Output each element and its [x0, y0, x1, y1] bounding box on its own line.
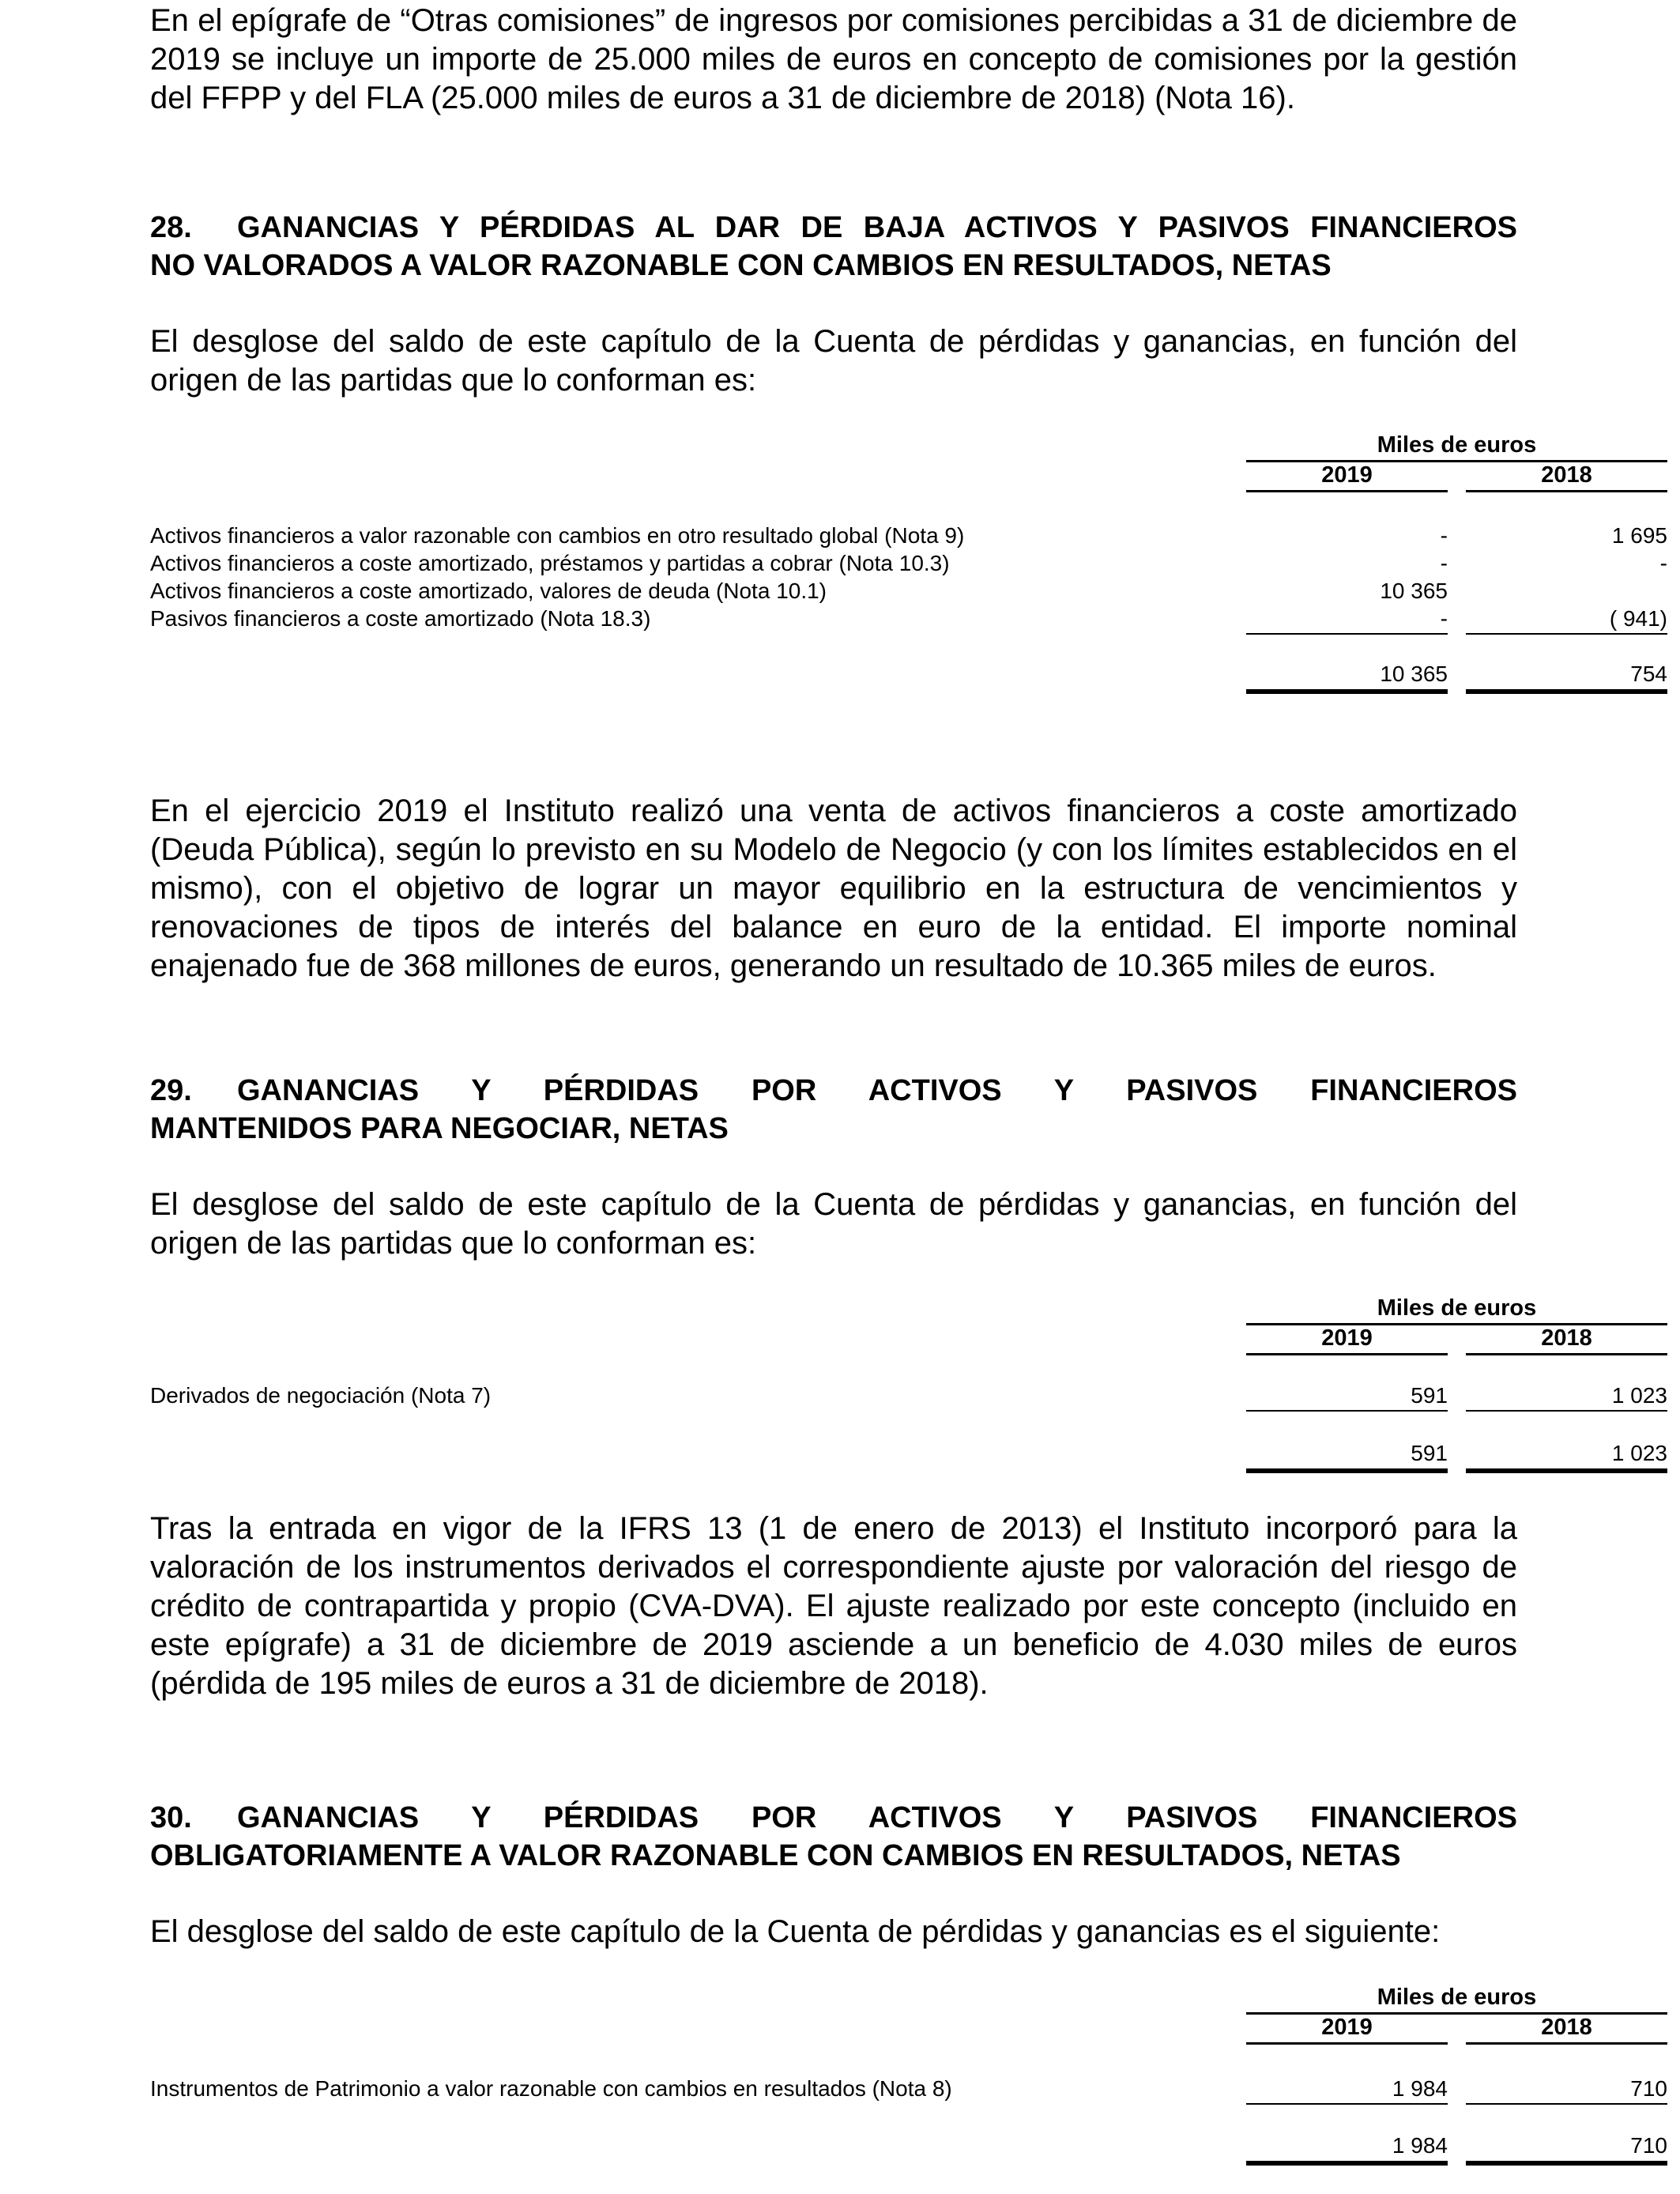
section-29-title-line1: GANANCIAS Y PÉRDIDAS POR ACTIVOS Y PASIVOS FINANCIEROS — [237, 1074, 1517, 1107]
table-col-2019: 2019 — [1246, 462, 1448, 492]
total-2018: 710 — [1630, 2133, 1667, 2158]
section-30-number: 30. — [150, 1801, 192, 1834]
section-29-number: 29. — [150, 1074, 192, 1107]
section-29-paragraph: Tras la entrada en vigor de la IFRS 13 (1 de enero de 2013) el Instituto incorporó para la valoración de los instrumentos derivados el correspondiente ajuste por valoración del riesgo de crédito de contrapartida y propio (CVA-DVA). El ajuste realizado por este concepto (incluido en este epígrafe) a 31 de diciembre de 2019 asciende a un beneficio de 4.030 miles de euros (pérdida de 195 miles de euros a 31 de diciembre de 2018). — [150, 1511, 1517, 1701]
row-value-2018: ( 941) — [1609, 606, 1667, 631]
section-30-title-line1: GANANCIAS Y PÉRDIDAS POR ACTIVOS Y PASIVOS FINANCIEROS — [237, 1801, 1517, 1834]
table-total-row — [150, 1440, 1667, 1467]
row-label: Instrumentos de Patrimonio a valor razonable con cambios en resultados (Nota 8) — [150, 2076, 952, 2101]
section-30-heading — [150, 1799, 1517, 1875]
section-28-table — [150, 432, 1667, 700]
table-total-row — [150, 2132, 1667, 2159]
row-value-2019: - — [1440, 551, 1448, 575]
section-28-number: 28. — [150, 211, 192, 244]
section-28-title-line1: GANANCIAS Y PÉRDIDAS AL DAR DE BAJA ACTIVOS Y PASIVOS FINANCIEROS — [237, 211, 1517, 244]
table-row — [150, 522, 1667, 549]
subtotal-rule — [1246, 1410, 1448, 1412]
table-row — [150, 550, 1667, 577]
total-2019: 10 365 — [1380, 662, 1448, 686]
table-total-row — [150, 661, 1667, 688]
table-col-2018: 2018 — [1466, 462, 1667, 492]
total-rule — [1246, 1468, 1448, 1473]
row-label: Pasivos financieros a coste amortizado (Nota 18.3) — [150, 606, 651, 631]
section-30-lead: El desglose del saldo de este capítulo de la Cuenta de pérdidas y ganancias es el siguiente: — [150, 1914, 1441, 1949]
total-rule — [1466, 1468, 1667, 1473]
row-label: Derivados de negociación (Nota 7) — [150, 1383, 492, 1408]
section-28-title-line2: NO VALORADOS A VALOR RAZONABLE CON CAMBIOS EN RESULTADOS, NETAS — [150, 249, 1332, 282]
subtotal-rule — [1466, 1410, 1667, 1412]
row-label: Activos financieros a coste amortizado, préstamos y partidas a cobrar (Nota 10.3) — [150, 551, 950, 575]
table-col-2018: 2018 — [1466, 1325, 1667, 1355]
total-2019: 591 — [1411, 1441, 1448, 1465]
row-label: Activos financieros a valor razonable con cambios en otro resultado global (Nota 9) — [150, 523, 965, 548]
subtotal-rule — [1246, 633, 1448, 635]
table-row — [150, 1382, 1667, 1409]
table-row — [150, 578, 1517, 605]
section-28-paragraph: En el ejercicio 2019 el Instituto realizó una venta de activos financieros a coste amortizado (Deuda Pública), según lo previsto en su Modelo de Negocio (y con los límites establecidos en el mismo), con el objetivo de lograr un mayor equilibrio en la estructura de vencimientos y renovaciones de tipos de interés del balance en euro de la entidad. El importe nominal enajenado fue de 368 millones de euros, generando un resultado de 10.365 miles de euros. — [150, 794, 1517, 983]
row-value-2019: - — [1440, 523, 1448, 548]
table-unit-header: Miles de euros — [1246, 432, 1667, 462]
row-value-2018: - — [1659, 551, 1667, 575]
table-col-2019: 2019 — [1246, 1325, 1448, 1355]
table-row — [150, 605, 1667, 632]
subtotal-rule — [1466, 2103, 1667, 2105]
row-value-2018: 1 695 — [1611, 523, 1667, 548]
table-unit-header: Miles de euros — [1246, 1295, 1667, 1325]
total-2019: 1 984 — [1392, 2133, 1448, 2158]
section-28-heading — [150, 209, 1517, 285]
total-2018: 1 023 — [1611, 1441, 1667, 1465]
total-rule — [1466, 2161, 1667, 2166]
section-30-title-line2: OBLIGATORIAMENTE A VALOR RAZONABLE CON CAMBIOS EN RESULTADOS, NETAS — [150, 1839, 1401, 1872]
table-col-2018: 2018 — [1466, 2014, 1667, 2045]
row-value-2019: 1 984 — [1392, 2076, 1448, 2101]
section-30-table — [150, 1984, 1667, 2173]
row-value-2019: 10 365 — [1380, 579, 1448, 603]
row-label: Activos financieros a coste amortizado, valores de deuda (Nota 10.1) — [150, 579, 827, 603]
row-value-2019: - — [1440, 606, 1448, 631]
table-col-2019: 2019 — [1246, 2014, 1448, 2045]
section-29-title-line2: MANTENIDOS PARA NEGOCIAR, NETAS — [150, 1112, 729, 1145]
table-unit-header: Miles de euros — [1246, 1984, 1667, 2015]
total-2018: 754 — [1630, 662, 1667, 686]
section-29-table — [150, 1295, 1667, 1476]
subtotal-rule — [1466, 633, 1667, 635]
row-value-2018: 710 — [1630, 2076, 1667, 2101]
section-28-lead: El desglose del saldo de este capítulo de la Cuenta de pérdidas y ganancias, en función del origen de las partidas que lo conforman es: — [150, 324, 1517, 398]
section-29-heading — [150, 1072, 1517, 1148]
total-rule — [1246, 2161, 1448, 2166]
subtotal-rule — [1246, 2103, 1448, 2105]
total-rule — [1246, 689, 1448, 694]
row-value-2019: 591 — [1411, 1383, 1448, 1408]
row-value-2018: 1 023 — [1611, 1383, 1667, 1408]
table-row — [150, 2075, 1667, 2102]
section-29-lead: El desglose del saldo de este capítulo de la Cuenta de pérdidas y ganancias, en función del origen de las partidas que lo conforman es: — [150, 1187, 1517, 1261]
total-rule — [1466, 689, 1667, 694]
intro-paragraph: En el epígrafe de “Otras comisiones” de ingresos por comisiones percibidas a 31 de diciembre de 2019 se incluye un importe de 25.000 miles de euros en concepto de comisiones por la gestión del FFPP y del FLA (25.000 miles de euros a 31 de diciembre de 2018) (Nota 16). — [150, 3, 1517, 115]
